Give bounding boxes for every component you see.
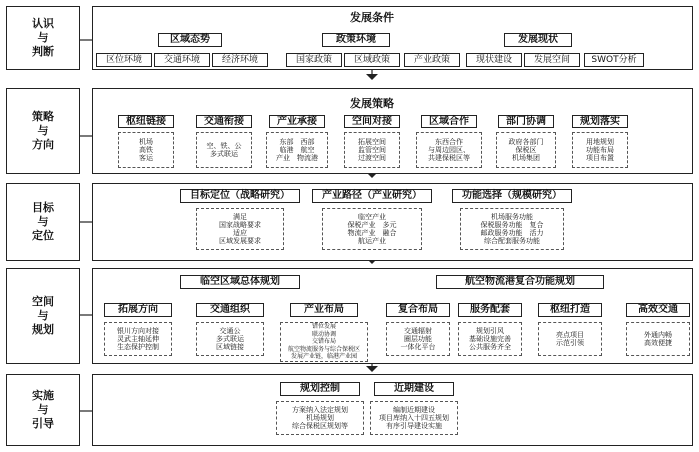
strategy-department-coordination-detail: 政府各部门 保税区 机场集团 — [496, 132, 556, 168]
stage-label-strategy — [6, 88, 80, 174]
stage-label-text: 空间 与 规划 — [32, 295, 54, 336]
stage-label-goals — [6, 183, 80, 261]
conditions-title: 发展条件 — [320, 9, 424, 23]
hub-building-detail: 亮点项目 示范引领 — [538, 322, 602, 356]
group-development-status: 发展现状 — [504, 33, 572, 47]
expansion-direction-detail: 银川方向对接 灵武主轴延伸 生态保护控制 — [104, 322, 172, 356]
item-current-construction: 现状建设 — [466, 53, 522, 67]
strategy-transport-connection-detail: 空、铁、公 多式联运 — [196, 132, 252, 168]
item-economic-environment: 经济环境 — [212, 53, 268, 67]
composite-layout-detail: 交通辐射 圈层功能 一体化平台 — [386, 322, 450, 356]
expansion-direction: 拓展方向 — [104, 303, 172, 317]
traffic-organization-detail: 交通公 多式联运 区域链接 — [196, 322, 264, 356]
item-industry-policy: 产业政策 — [404, 53, 460, 67]
goal-positioning: 目标定位（战略研究） — [180, 189, 300, 203]
strategy-hub-link-detail: 机场 高铁 客运 — [118, 132, 174, 168]
industry-path: 产业路径（产业研究） — [312, 189, 432, 203]
stage-label-implementation — [6, 374, 80, 446]
item-development-space: 发展空间 — [524, 53, 580, 67]
strategy-industry-undertaking-detail: 东部 西部 临港 航空 产业 物流港 — [266, 132, 328, 168]
strategy-space-docking: 空间对接 — [344, 115, 400, 128]
strategy-plan-implementation-detail: 用地规划 功能布局 项目布置 — [572, 132, 628, 168]
strategy-hub-link: 枢纽链接 — [118, 115, 174, 128]
strategy-transport-connection: 交通衔接 — [196, 115, 252, 128]
stage-label-text: 认识 与 判断 — [32, 17, 54, 58]
item-location-environment: 区位环境 — [96, 53, 152, 67]
near-term-construction-detail: 编制近期建设 项目库纳入十四五规划 有序引导建设实施 — [370, 401, 458, 435]
item-swot-analysis: SWOT分析 — [584, 53, 644, 67]
stage-label-planning — [6, 268, 80, 364]
hub-building: 枢纽打造 — [538, 303, 602, 317]
industry-layout-detail: 错位发展 联动协调 交错布局 航空物流服务与综合保税区 发展产业链，临港产业园 — [280, 322, 368, 362]
traffic-organization: 交通组织 — [196, 303, 264, 317]
overall-planning-title: 临空区域总体规划 — [180, 275, 300, 289]
efficient-traffic-detail: 外通内畅 高效便捷 — [626, 322, 690, 356]
item-regional-policy: 区域政策 — [344, 53, 400, 67]
function-selection: 功能选择（规模研究） — [452, 189, 572, 203]
strategy-industry-undertaking: 产业承接 — [269, 115, 325, 128]
near-term-construction: 近期建设 — [374, 382, 454, 396]
industry-path-detail: 临空产业 保税产业 多元 物流产业 融合 航运产业 — [322, 208, 422, 250]
industry-layout: 产业布局 — [290, 303, 358, 317]
stage-label-text: 目标 与 定位 — [32, 201, 54, 242]
stage-label-recognition — [6, 6, 80, 70]
service-support-detail: 规划引风 基础设施完善 公共服务齐全 — [458, 322, 522, 356]
plan-control-detail: 方案纳入法定规划 机场规划 综合保税区规划等 — [276, 401, 364, 435]
service-support: 服务配套 — [458, 303, 522, 317]
function-selection-detail: 机场服务功能 保税服务功能 复合 邮政服务功能 活力 综合配套服务功能 — [460, 208, 564, 250]
stage-label-text: 策略 与 方向 — [32, 110, 54, 151]
composite-layout: 复合布局 — [386, 303, 450, 317]
stage-label-text: 实施 与 引导 — [32, 389, 54, 430]
group-policy-environment: 政策环境 — [322, 33, 390, 47]
group-regional-situation: 区域态势 — [158, 33, 222, 47]
plan-control: 规划控制 — [280, 382, 360, 396]
goal-positioning-detail: 满足 国家战略要求 适应 区域发展要求 — [196, 208, 284, 250]
function-planning-title: 航空物流港复合功能规划 — [436, 275, 604, 289]
strategy-regional-cooperation-detail: 东西合作 与周边园区、 共建保税区等 — [416, 132, 482, 168]
strategy-regional-cooperation: 区域合作 — [421, 115, 477, 128]
strategy-department-coordination: 部门协调 — [498, 115, 554, 128]
strategy-title: 发展策略 — [320, 95, 424, 109]
strategy-space-docking-detail: 拓展空间 监管空间 过渡空间 — [344, 132, 400, 168]
item-traffic-environment: 交通环境 — [154, 53, 210, 67]
efficient-traffic: 高效交通 — [626, 303, 690, 317]
item-national-policy: 国家政策 — [286, 53, 342, 67]
strategy-plan-implementation: 规划落实 — [572, 115, 628, 128]
